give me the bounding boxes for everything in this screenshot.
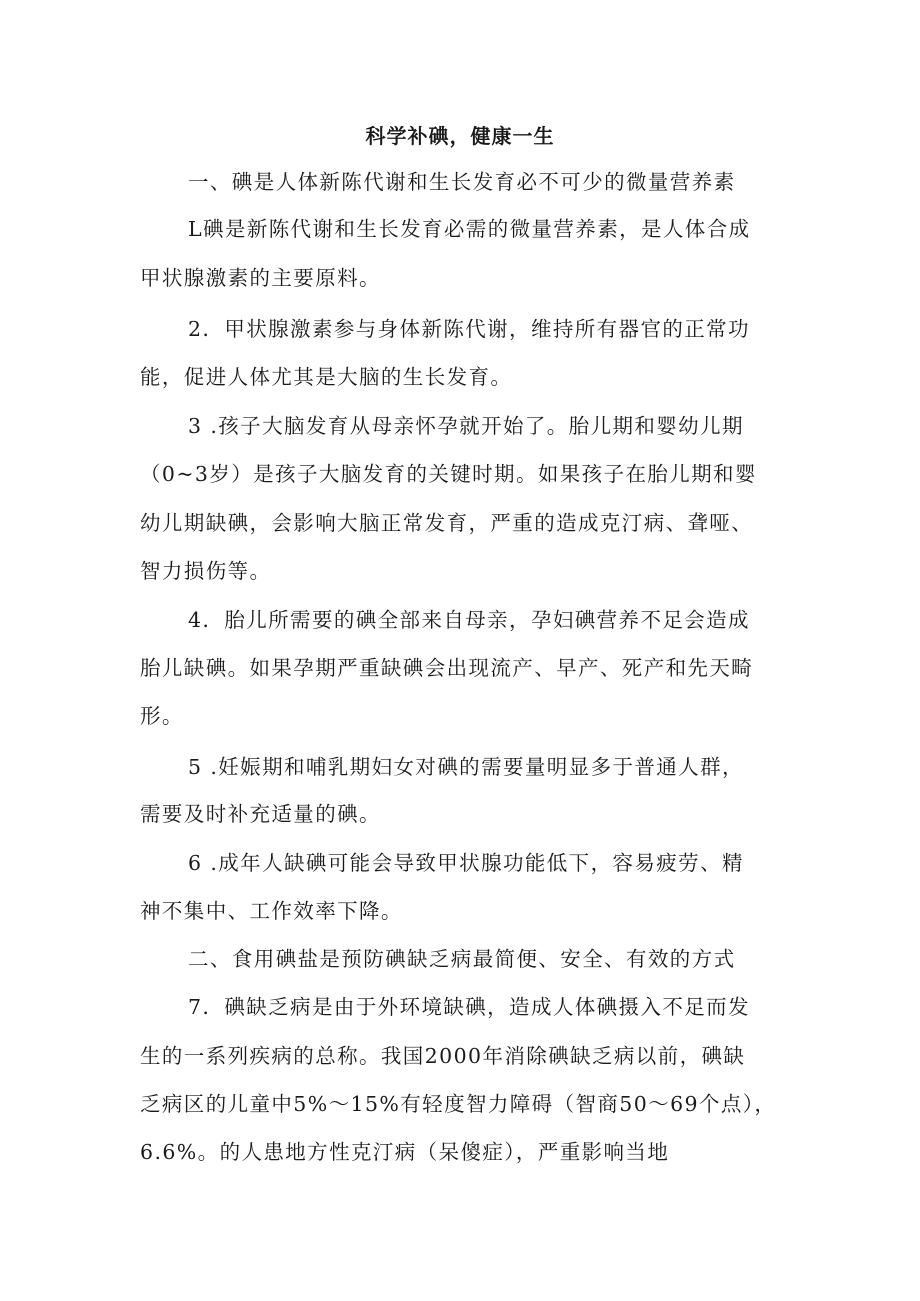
- item-7-line-2: 生的一系列疾病的总称。我国2000年消除碘缺乏病以前，碘缺: [140, 1044, 746, 1068]
- item-2-line-2: 能，促进人体尤其是大脑的生长发育。: [140, 365, 513, 389]
- document-title: 科学补碘，健康一生: [365, 124, 555, 148]
- section-1-heading: 一、碘是人体新陈代谢和生长发育必不可少的微量营养素: [188, 170, 736, 194]
- item-2-line-1: 2．甲状腺激素参与身体新陈代谢，维持所有器官的正常功: [188, 317, 750, 341]
- item-3-line-1: 3 .孩子大脑发育从母亲怀孕就开始了。胎儿期和婴幼儿期: [188, 414, 744, 438]
- item-7-line-4: 6.6%。的人患地方性克汀病（呆傻症），严重影响当地: [140, 1140, 670, 1164]
- item-4-line-1: 4．胎儿所需要的碘全部来自母亲，孕妇碘营养不足会造成: [188, 608, 750, 632]
- item-4-line-2: 胎儿缺碘。如果孕期严重缺碘会出现流产、早产、死产和先天畸: [140, 656, 754, 680]
- section-2-heading: 二、食用碘盐是预防碘缺乏病最简便、安全、有效的方式: [188, 947, 736, 971]
- item-6-line-1: 6 .成年人缺碘可能会导致甲状腺功能低下，容易疲劳、精: [188, 851, 744, 875]
- item-3-line-3: 幼儿期缺碘，会影响大脑正常发育，严重的造成克汀病、聋哑、: [140, 511, 754, 535]
- item-1-line-2: 甲状腺激素的主要原料。: [140, 266, 381, 290]
- item-4-line-3: 形。: [140, 704, 184, 728]
- item-7-line-1: 7．碘缺乏病是由于外环境缺碘，造成人体碘摄入不足而发: [188, 995, 750, 1019]
- item-5-line-2: 需要及时补充适量的碘。: [140, 802, 381, 826]
- item-1-line-1: L碘是新陈代谢和生长发育必需的微量营养素，是人体合成: [188, 217, 751, 241]
- item-7-line-3: 乏病区的儿童中5%～15%有轻度智力障碍（智商50～69个点），: [140, 1092, 777, 1116]
- item-3-line-2: （0~3岁）是孩子大脑发育的关键时期。如果孩子在胎儿期和婴: [140, 462, 757, 486]
- item-6-line-2: 神不集中、工作效率下降。: [140, 899, 403, 923]
- item-3-line-4: 智力损伤等。: [140, 559, 272, 583]
- item-5-line-1: 5 .妊娠期和哺乳期妇女对碘的需要量明显多于普通人群，: [188, 755, 744, 779]
